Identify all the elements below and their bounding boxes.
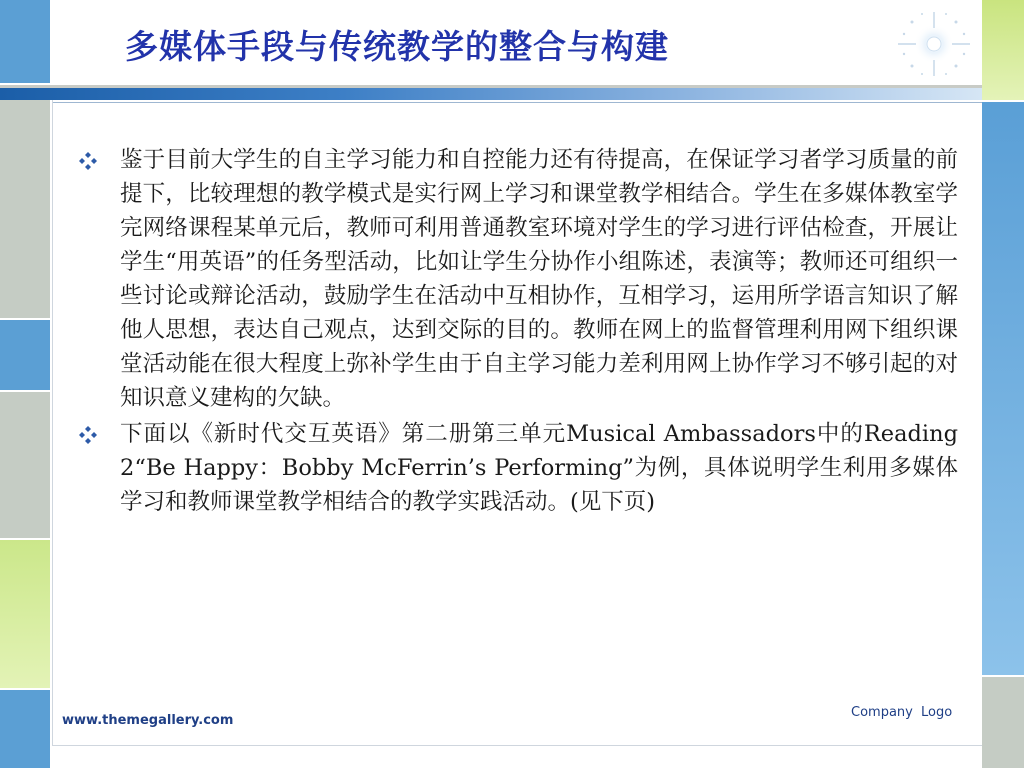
sparkle-icon bbox=[892, 8, 976, 80]
left-block-2 bbox=[0, 100, 50, 320]
content-frame-left bbox=[52, 100, 53, 745]
slide-body bbox=[78, 143, 958, 521]
slide-title: 多媒体手段与传统教学的整合与构建 bbox=[125, 27, 669, 66]
right-block-1 bbox=[982, 0, 1024, 100]
left-block-3 bbox=[0, 320, 50, 392]
header-blue-bar bbox=[0, 88, 982, 100]
diamond-bullet-icon bbox=[78, 151, 98, 171]
bullet-text-1: 鉴于目前大学生的自主学习能力和自控能力还有待提高，在保证学习者学习质量的前提下，比较理想的教学模式是实行网上学习和课堂教学相结合。学生在多媒体教室学完网络课程某单元后，教师可利用普通教室环境对学生的学习进行评估检查，开展让学生“用英语”的任务型活动，比如让学生分协作小组陈述，表演等；教师还可组织一些讨论或辩论活动，鼓励学生在活动中互相协作，互相学习，运用所学语言知识了解他人思想，表达自己观点，达到交际的目的。教师在网上的监督管理利用网下组织课堂活动能在很大程度上弥补学生由于自主学习能力差利用网上协作学习不够引起的对知识意义建构的欠缺。 bbox=[120, 147, 958, 411]
left-block-1 bbox=[0, 0, 50, 85]
content-frame-bottom bbox=[52, 745, 982, 746]
left-block-5 bbox=[0, 540, 50, 690]
right-block-2 bbox=[982, 100, 1024, 675]
bullet-text-2: 下面以《新时代交互英语》第二册第三单元Musical Ambassadors中的Reading 2“Be Happy：Bobby McFerrin’s Performing”为例，具体说明学生利用多媒体学习和教师课堂教学相结合的教学实践活动。(见下页) bbox=[120, 421, 958, 515]
bullet-paragraph-1 bbox=[78, 143, 958, 415]
left-block-6 bbox=[0, 690, 50, 768]
diamond-bullet-icon bbox=[78, 425, 98, 445]
bullet-paragraph-2 bbox=[78, 417, 958, 519]
header-thin-line bbox=[52, 102, 982, 103]
right-block-3 bbox=[982, 675, 1024, 768]
company-logo: Company Logo bbox=[851, 705, 953, 720]
left-block-4 bbox=[0, 392, 50, 540]
footer-url[interactable]: www.themegallery.com bbox=[62, 713, 234, 728]
